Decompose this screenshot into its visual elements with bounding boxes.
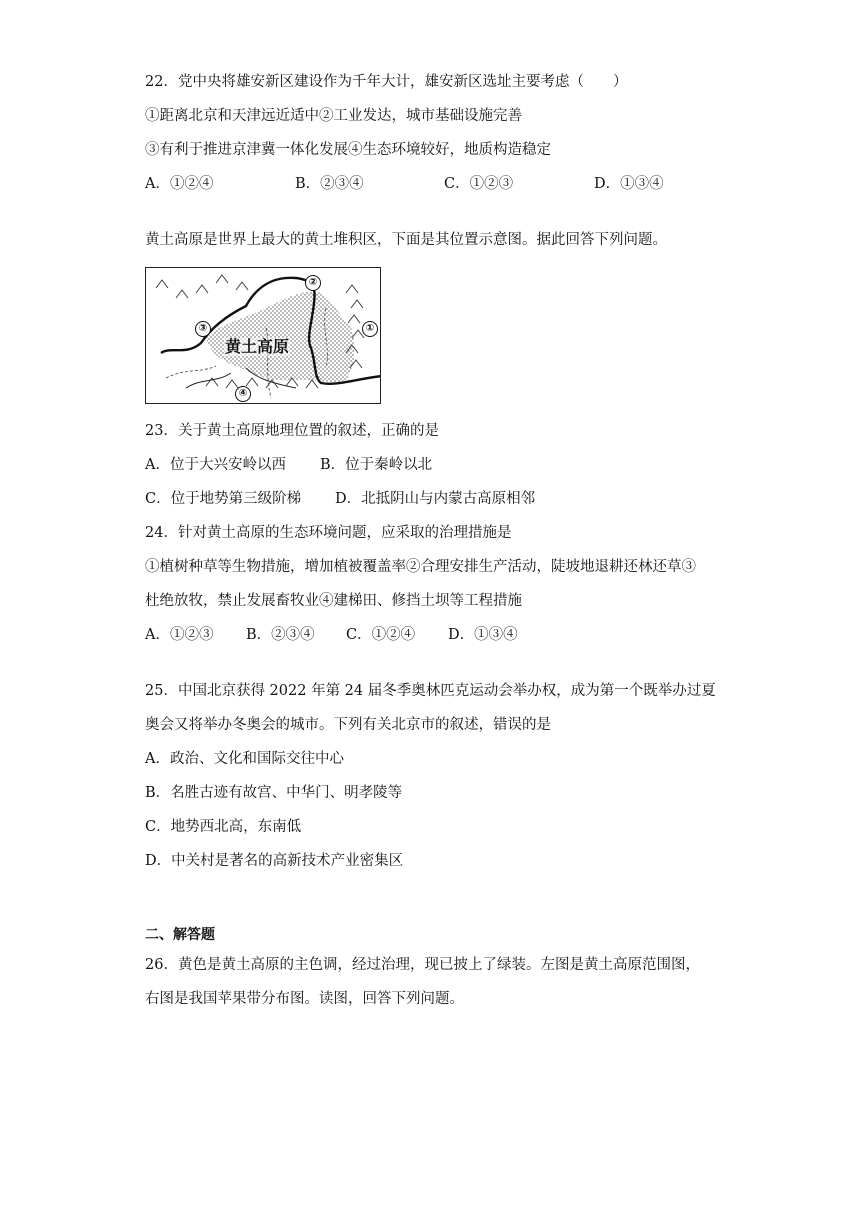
q24-line3: 杜绝放牧，禁止发展畜牧业④建梯田、修挡土坝等工程措施 <box>145 593 522 609</box>
map-marker-2: ② <box>305 275 321 291</box>
map-drawing <box>146 268 381 404</box>
q25-option-b: B．名胜古迹有故宫、中华门、明孝陵等 <box>145 785 403 801</box>
map-marker-1: ① <box>362 321 378 337</box>
q22-option-a: A．①②④ <box>145 176 214 192</box>
q24-option-b: B．②③④ <box>246 627 315 643</box>
q25-stem: 25．中国北京获得 2022 年第 24 届冬季奥林匹克运动会举办权，成为第一个既举办过夏 <box>145 683 716 699</box>
map-marker-4: ④ <box>235 386 251 402</box>
q23-option-b: B．位于秦岭以北 <box>320 457 433 473</box>
q25-option-c: C．地势西北高，东南低 <box>145 819 302 835</box>
q25-option-a: A．政治、文化和国际交往中心 <box>145 751 344 767</box>
q22-line3: ③有利于推进京津冀一体化发展④生态环境较好，地质构造稳定 <box>145 142 551 158</box>
section-2-title: 二、解答题 <box>145 927 215 943</box>
q24-stem: 24．针对黄土高原的生态环境问题，应采取的治理措施是 <box>145 525 512 541</box>
q24-option-d: D．①③④ <box>448 627 518 643</box>
north-mountains <box>156 275 248 298</box>
q23-option-a: A．位于大兴安岭以西 <box>145 457 286 473</box>
loess-plateau-map <box>145 267 381 404</box>
q26-line2: 右图是我国苹果带分布图。读图，回答下列问题。 <box>145 991 464 1007</box>
q23-option-d: D．北抵阴山与内蒙古高原相邻 <box>335 491 536 507</box>
q24-option-a: A．①②③ <box>145 627 214 643</box>
q25-option-d: D．中关村是著名的高新技术产业密集区 <box>145 853 404 869</box>
map-label: 黄土高原 <box>225 337 290 356</box>
loess-intro: 黄土高原是世界上最大的黄土堆积区，下面是其位置示意图。据此回答下列问题。 <box>145 232 667 248</box>
q26-line1: 26．黄色是黄土高原的主色调，经过治理，现已披上了绿装。左图是黄土高原范围图， <box>145 957 700 973</box>
q22-option-b: B．②③④ <box>295 176 364 192</box>
q22-option-c: C．①②③ <box>444 176 514 192</box>
q23-option-c: C．位于地势第三级阶梯 <box>145 491 302 507</box>
q23-stem: 23．关于黄土高原地理位置的叙述，正确的是 <box>145 423 439 439</box>
q22-stem: 22．党中央将雄安新区建设作为千年大计，雄安新区选址主要考虑（ ） <box>145 74 628 90</box>
q24-line2: ①植树种草等生物措施，增加植被覆盖率②合理安排生产活动，陡坡地退耕还林还草③ <box>145 559 696 575</box>
q24-option-c: C．①②④ <box>346 627 416 643</box>
q22-option-d: D．①③④ <box>594 176 664 192</box>
q25-line2: 奥会又将举办冬奥会的城市。下列有关北京市的叙述，错误的是 <box>145 717 551 733</box>
map-marker-3: ③ <box>195 321 211 337</box>
q22-line2: ①距离北京和天津远近适中②工业发达，城市基础设施完善 <box>145 108 522 124</box>
